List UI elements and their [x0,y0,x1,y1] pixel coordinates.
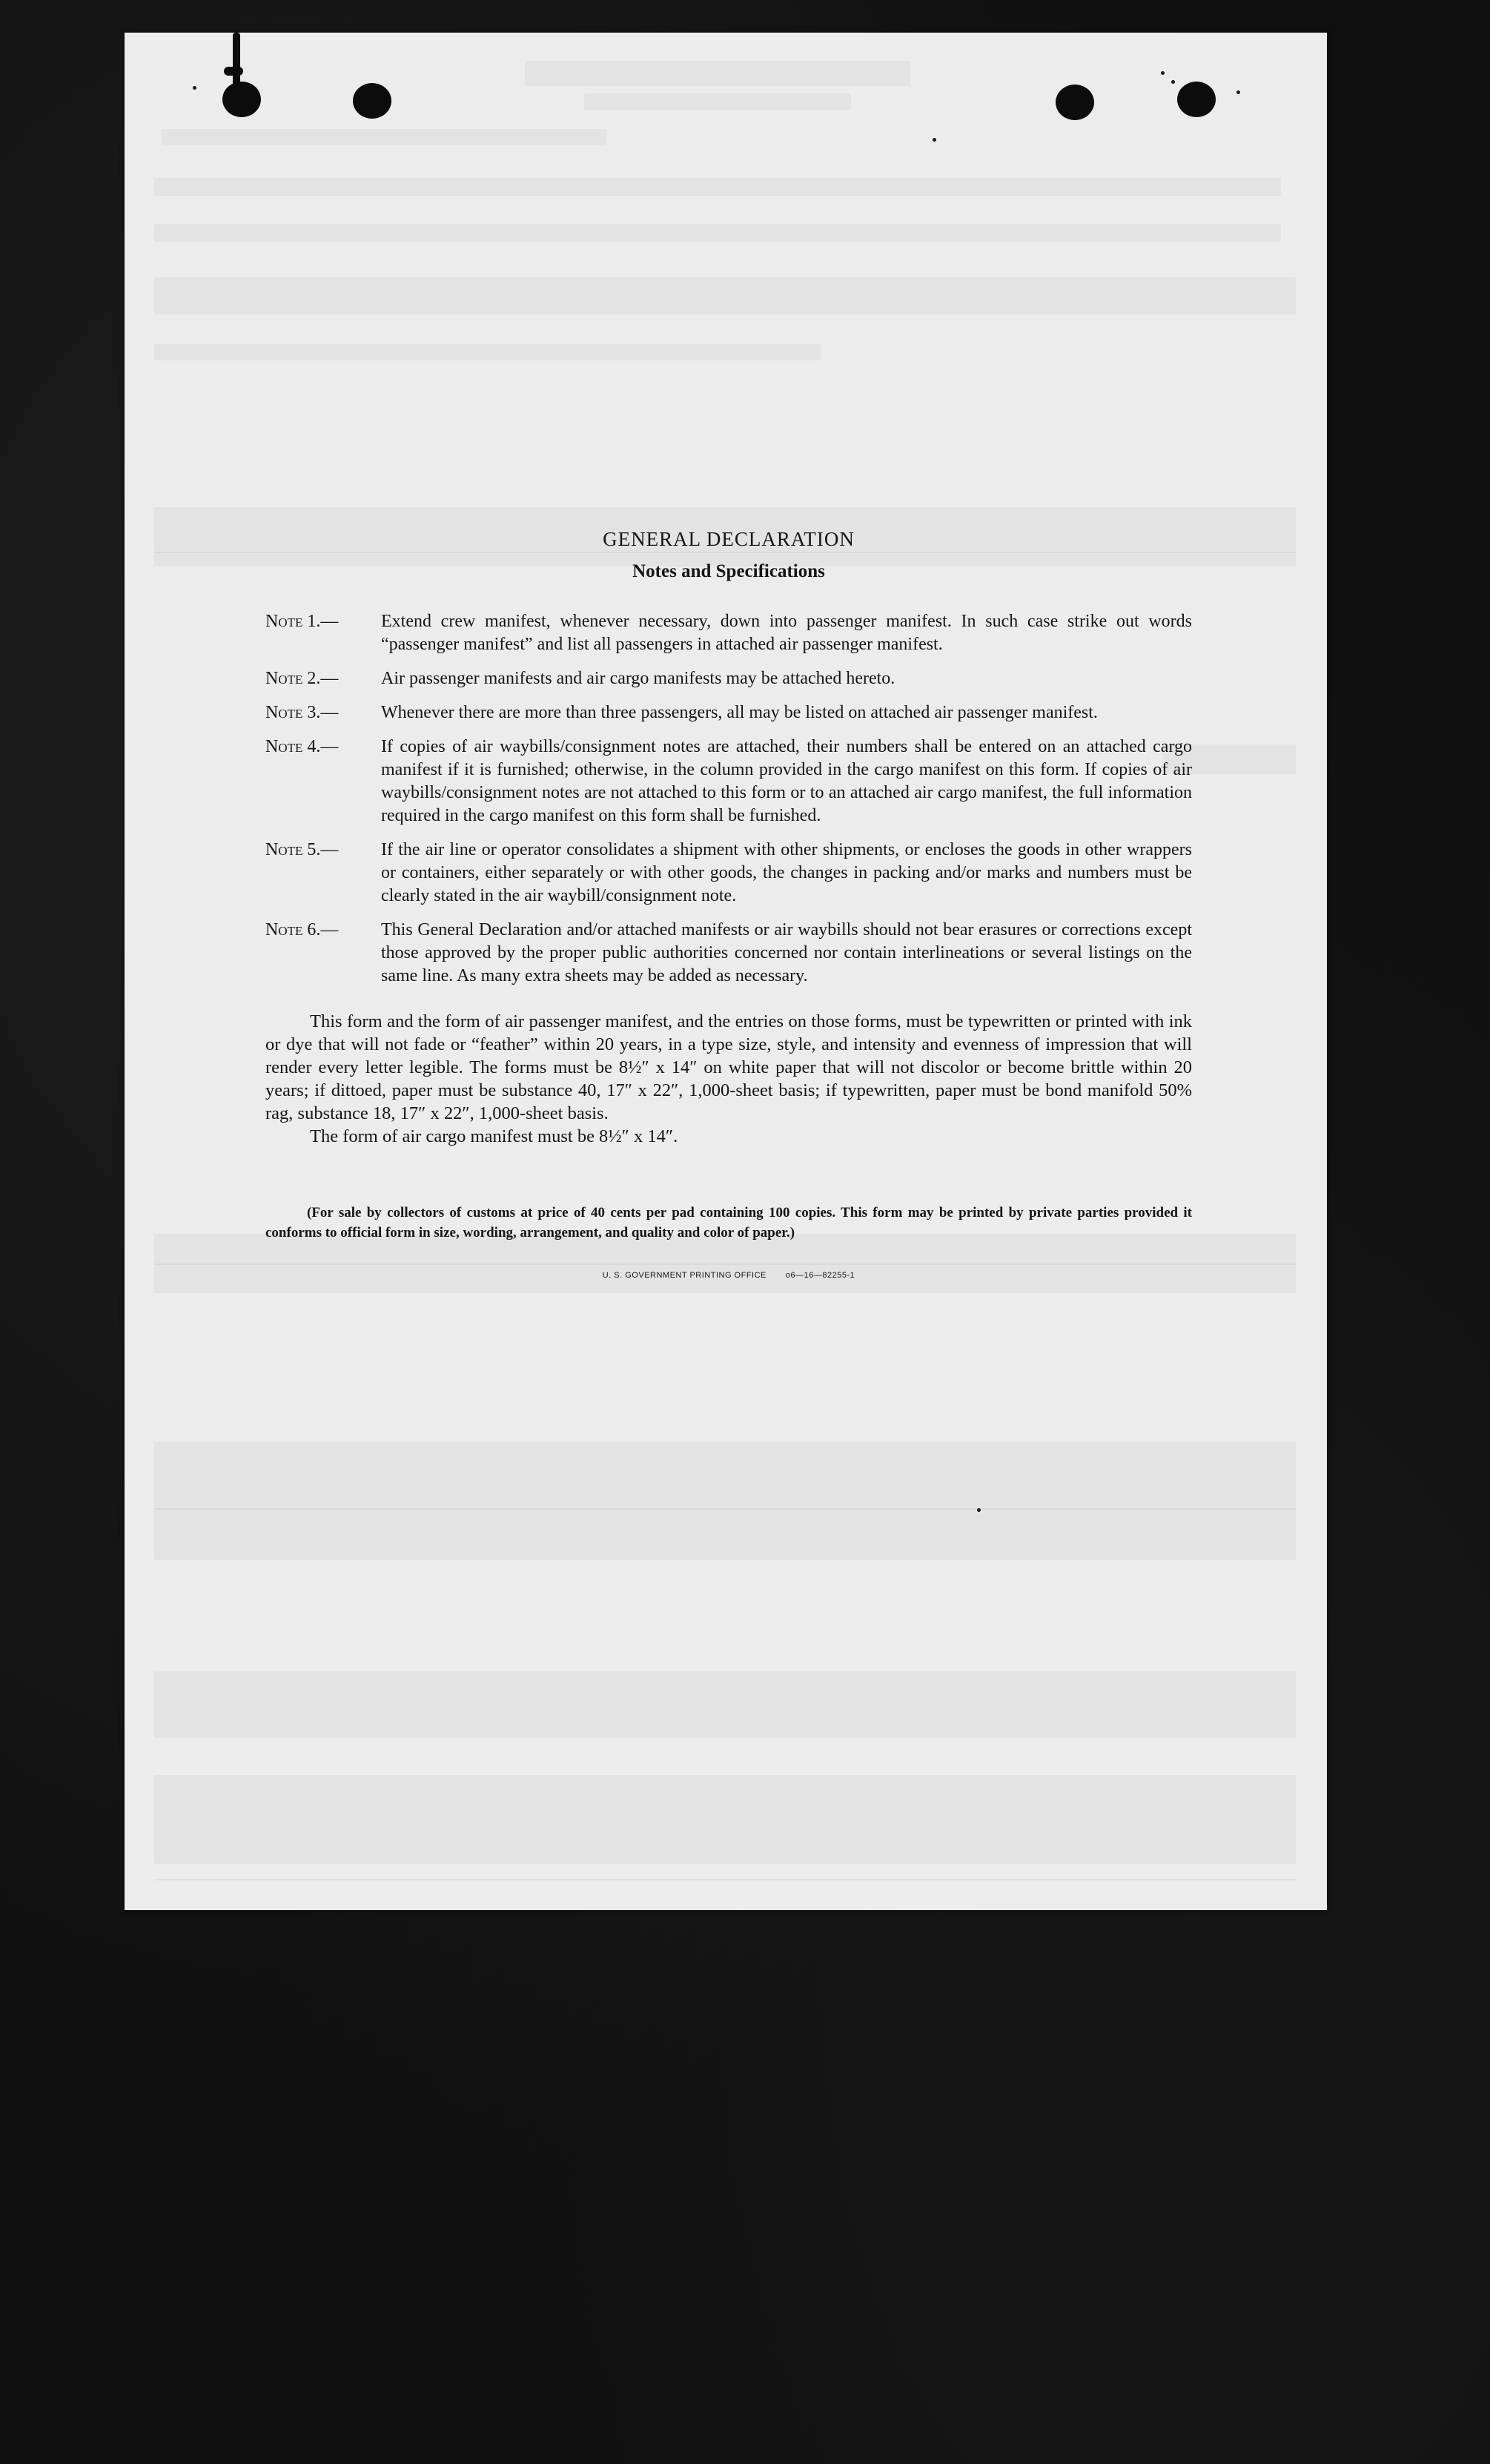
note-text: Extend crew manifest, whenever necessary, down into passenger manifest. In such case strike out words “passenger manifest” and list all passengers in attached air passenger manifest. [381,612,1192,654]
punch-hole [1177,82,1216,117]
bleed-through-rule [154,1879,1296,1880]
bleed-through-mark [154,1671,1296,1738]
printer-imprint [265,1271,1192,1280]
bleed-through-mark [162,129,606,145]
note-text: Air passenger manifests and air cargo manifests may be attached hereto. [381,669,895,688]
document-subtitle: Notes and Specifications [632,561,825,581]
note-label: Note 4.— [265,737,339,756]
speck [193,86,196,90]
punch-hole [1056,85,1094,120]
bleed-through-mark [525,61,910,86]
note-text: If copies of air waybills/consignment notes are attached, their numbers shall be entered on an attached cargo manifest if it is furnished; otherwise, in the column provided in the cargo manifest on this form. If copies of air waybills/consignment notes are not attached to this form or to an attached air cargo manifest, the full information required in the cargo manifest on this form shall be furnished. [381,737,1192,825]
speck [1236,90,1240,94]
bleed-through-mark [154,277,1296,314]
declaration-notes [265,528,1192,1280]
bleed-through-mark [154,1441,1296,1560]
paper-tear [224,67,243,76]
note-label: Note 6.— [265,920,339,939]
cargo-manifest-size-line: The form of air cargo manifest must be 8½″ x 14″. [310,1126,678,1146]
note-3 [265,701,1192,724]
punch-hole [222,82,261,117]
speck [1161,71,1165,75]
note-5 [265,839,1192,908]
speck [933,138,936,142]
printer-code: o6—16—82255-1 [785,1271,855,1280]
note-label: Note 3.— [265,703,339,722]
note-4 [265,736,1192,828]
note-1 [265,610,1192,656]
punch-hole [353,83,391,119]
speck [1171,80,1175,84]
bleed-through-mark [584,93,851,110]
paper-tear [233,33,240,90]
note-text: If the air line or operator consolidates a shipment with other shipments, or encloses the goods in other wrappers or containers, either separately or with other goods, the changes in packing and/or marks and numbers must be clearly stated in the air waybill/consignment note. [381,840,1192,905]
note-text: Whenever there are more than three passengers, all may be listed on attached air passenger manifest. [381,703,1098,722]
bleed-through-rule [154,1508,1296,1510]
form-specification-paragraph: This form and the form of air passenger manifest, and the entries on those forms, must be typewritten or printed with ink or dye that will not fade or “feather” within 20 years, in a type size, style, and intensity and evenness of impression that will render every letter legible. The forms must be 8½″ x 14″ on white paper that will not discolor or become brittle within 20 years; if dittoed, paper must be substance 40, 17″ x 22″, 1,000-sheet basis; if typewritten, paper must be bond manifold 50% rag, substance 18, 17″ x 22″, 1,000-sheet basis. [265,1011,1192,1123]
note-label: Note 2.— [265,669,339,688]
sale-notice: (For sale by collectors of customs at price of 40 cents per pad containing 100 copies. This form may be printed by private parties provided it conforms to official form in size, wording, arrangement, and quality and color of paper.) [265,1205,1192,1241]
speck [977,1508,981,1512]
document-page [125,33,1327,1910]
note-label: Note 1.— [265,612,339,631]
bleed-through-mark [154,344,821,360]
note-6 [265,919,1192,988]
note-text: This General Declaration and/or attached manifests or air waybills should not bear erasures or corrections except those approved by the proper public authorities concerned nor contain interlineations or several listings on the same line. As many extra sheets may be added as necessary. [381,920,1192,985]
bleed-through-mark [154,178,1281,196]
bleed-through-mark [154,1775,1296,1864]
bleed-through-mark [154,224,1281,242]
printer-name: U. S. GOVERNMENT PRINTING OFFICE [602,1271,766,1280]
document-title: GENERAL DECLARATION [603,528,855,550]
note-2 [265,667,1192,690]
note-label: Note 5.— [265,840,339,859]
